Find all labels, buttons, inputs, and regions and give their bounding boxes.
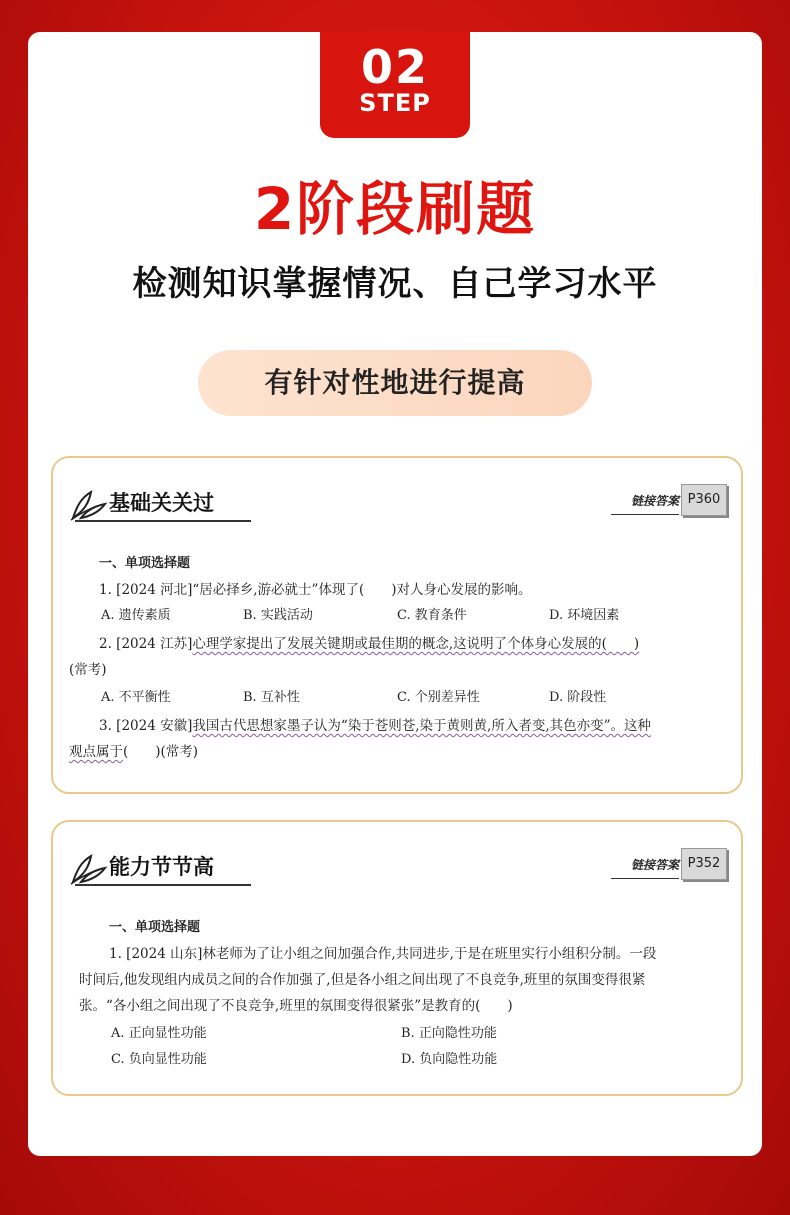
panel-title: 能力节节高 (109, 855, 214, 879)
page-title: 2阶段刷题 (253, 175, 537, 243)
title-underline (75, 884, 251, 886)
answer-underline (611, 878, 679, 879)
question-2-source: 2. [2024 江苏] (99, 636, 193, 652)
question-3-source: 3. [2024 安徽] (99, 718, 193, 734)
option: A. 遗传素质 (101, 608, 171, 623)
option: D. 环境因素 (549, 608, 620, 623)
option: D. 负向隐性功能 (401, 1052, 498, 1067)
option: C. 负向显性功能 (111, 1052, 207, 1067)
question-1-line-2: 时间后,他发现组内成员之间的合作加强了,但是各小组之间出现了不良竞争,班里的氛围变得很紧 (79, 972, 646, 988)
step-number: 02 (360, 40, 429, 94)
highlight-pill: 有针对性地进行提高 (198, 350, 592, 416)
question-1-line-1: 1. [2024 山东]林老师为了让小组之间加强合作,共同进步,于是在班里实行小组积分制。一段 (109, 946, 657, 962)
answer-underline (611, 514, 679, 515)
step-label: STEP (359, 89, 431, 117)
step-badge (320, 32, 470, 138)
practice-panel-basic (51, 456, 743, 794)
answer-page-ref: P352 (681, 848, 727, 880)
question-1: 1. [2024 河北]“居必择乡,游必就士”体现了( )对人身心发展的影响。 (99, 582, 532, 598)
option: D. 阶段性 (549, 690, 607, 705)
option: C. 个别差异性 (397, 690, 480, 705)
option: A. 不平衡性 (101, 690, 171, 705)
question-2-tag: (常考) (69, 662, 107, 678)
option: A. 正向显性功能 (111, 1026, 207, 1041)
panel-title: 基础关关过 (109, 491, 214, 515)
answer-page-ref: P360 (681, 484, 727, 516)
option: B. 实践活动 (243, 608, 313, 623)
content-card (28, 32, 762, 1156)
answer-link-label: 链接答案 (630, 858, 679, 872)
question-2 (99, 632, 639, 652)
panel-header (67, 484, 727, 524)
question-3-tail (69, 740, 198, 760)
section-heading: 一、单项选择题 (99, 556, 191, 571)
title-underline (75, 520, 251, 522)
subtitle-wrap (28, 260, 762, 308)
practice-panel-advanced (51, 820, 743, 1096)
answer-link-label: 链接答案 (630, 494, 679, 508)
panel-header (67, 848, 727, 888)
leaf-icon (67, 848, 109, 888)
option: B. 正向隐性功能 (401, 1026, 497, 1041)
option: B. 互补性 (243, 690, 300, 705)
question-3-stem: 我国古代思想家墨子认为“染于苍则苍,染于黄则黄,所入者变,其色亦变”。这种 (192, 718, 652, 734)
section-heading: 一、单项选择题 (109, 920, 201, 935)
question-3-tag: ( )(常考) (123, 744, 199, 760)
question-3-tail-wavy: 观点属于 (69, 744, 123, 760)
question-2-stem: 心理学家提出了发展关键期或最佳期的概念,这说明了个体身心发展的( ) (192, 636, 640, 652)
option: C. 教育条件 (397, 608, 467, 623)
question-1-line-3: 张。“各小组之间出现了不良竞争,班里的氛围变得很紧张”是教育的( ) (79, 998, 513, 1014)
page-subtitle: 检测知识掌握情况、自己学习水平 (119, 260, 672, 308)
leaf-icon (67, 484, 109, 524)
question-3 (99, 714, 651, 734)
